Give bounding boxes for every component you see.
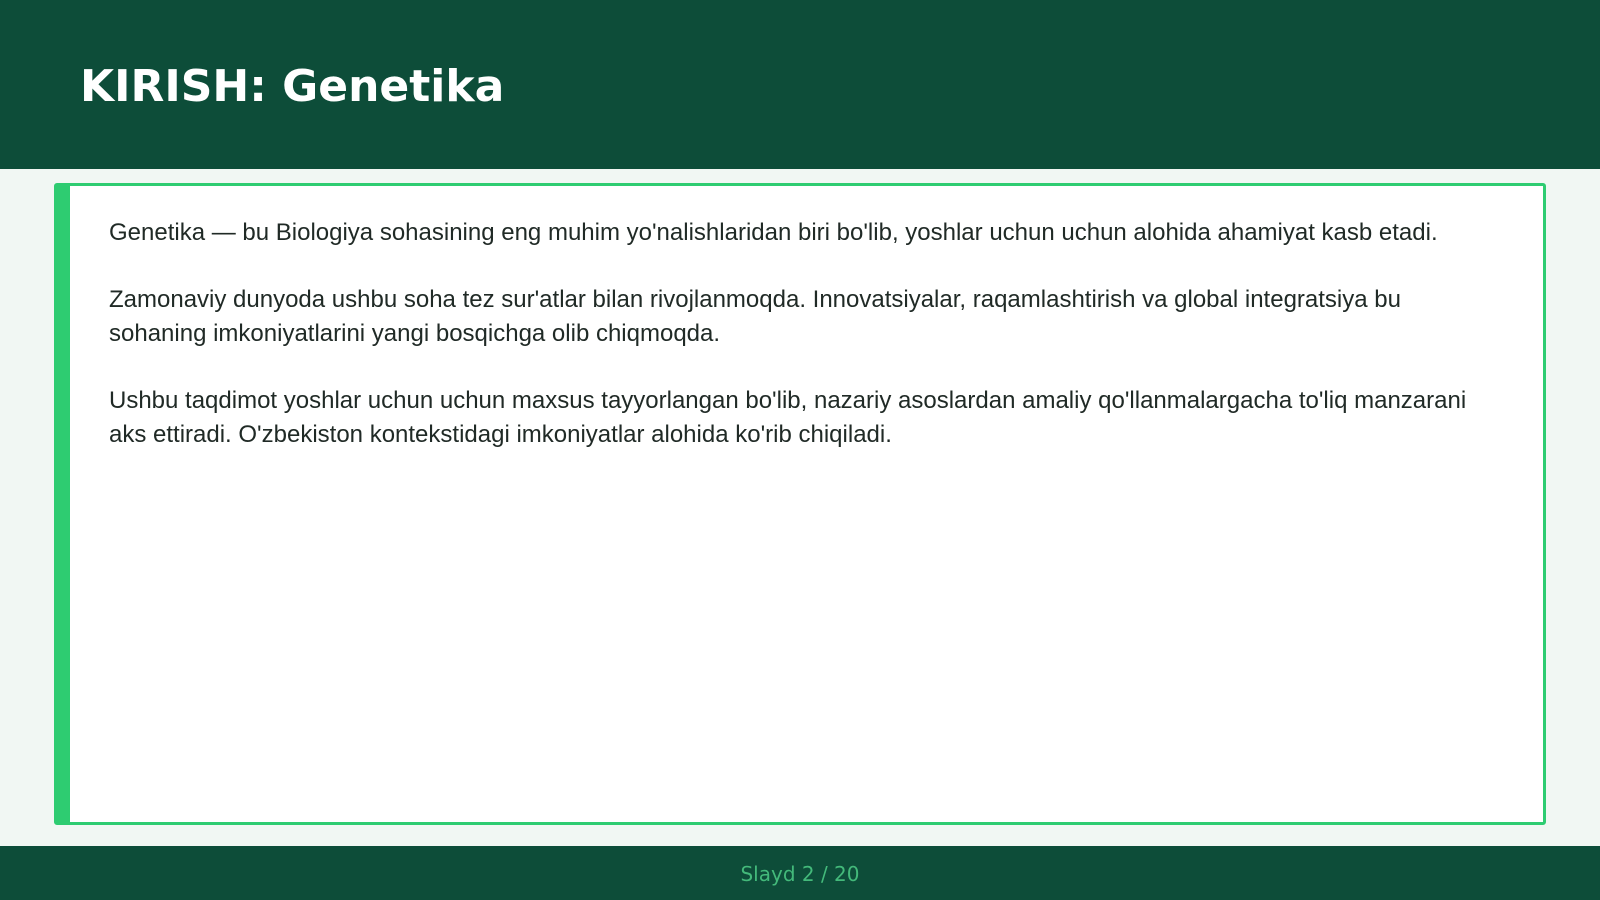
paragraph-3: Ushbu taqdimot yoshlar uchun uchun maxsus tayyorlangan bo'lib, nazariy asoslardan amaliy qo'llanmalargacha to'liq manzarani aks ettiradi. O'zbekiston kontekstidagi imkoniyatlar alohida ko'rib chiqiladi. <box>109 387 1467 448</box>
slide-counter: Slayd 2 / 20 <box>740 862 860 886</box>
slide-title: KIRISH: Genetika <box>80 61 505 112</box>
slide-header <box>0 0 1600 169</box>
content-text <box>109 216 1489 485</box>
paragraph-2: Zamonaviy dunyoda ushbu soha tez sur'atlar bilan rivojlanmoqda. Innovatsiyalar, raqamlashtirish va global integratsiya bu sohaning imkoniyatlarini yangi bosqichga olib chiqmoqda. <box>109 286 1401 347</box>
content-card <box>54 183 1546 825</box>
paragraph-1: Genetika — bu Biologiya sohasining eng muhim yo'nalishlaridan biri bo'lib, yoshlar uchun uchun alohida ahamiyat kasb etadi. <box>109 219 1438 246</box>
slide-footer <box>0 846 1600 900</box>
